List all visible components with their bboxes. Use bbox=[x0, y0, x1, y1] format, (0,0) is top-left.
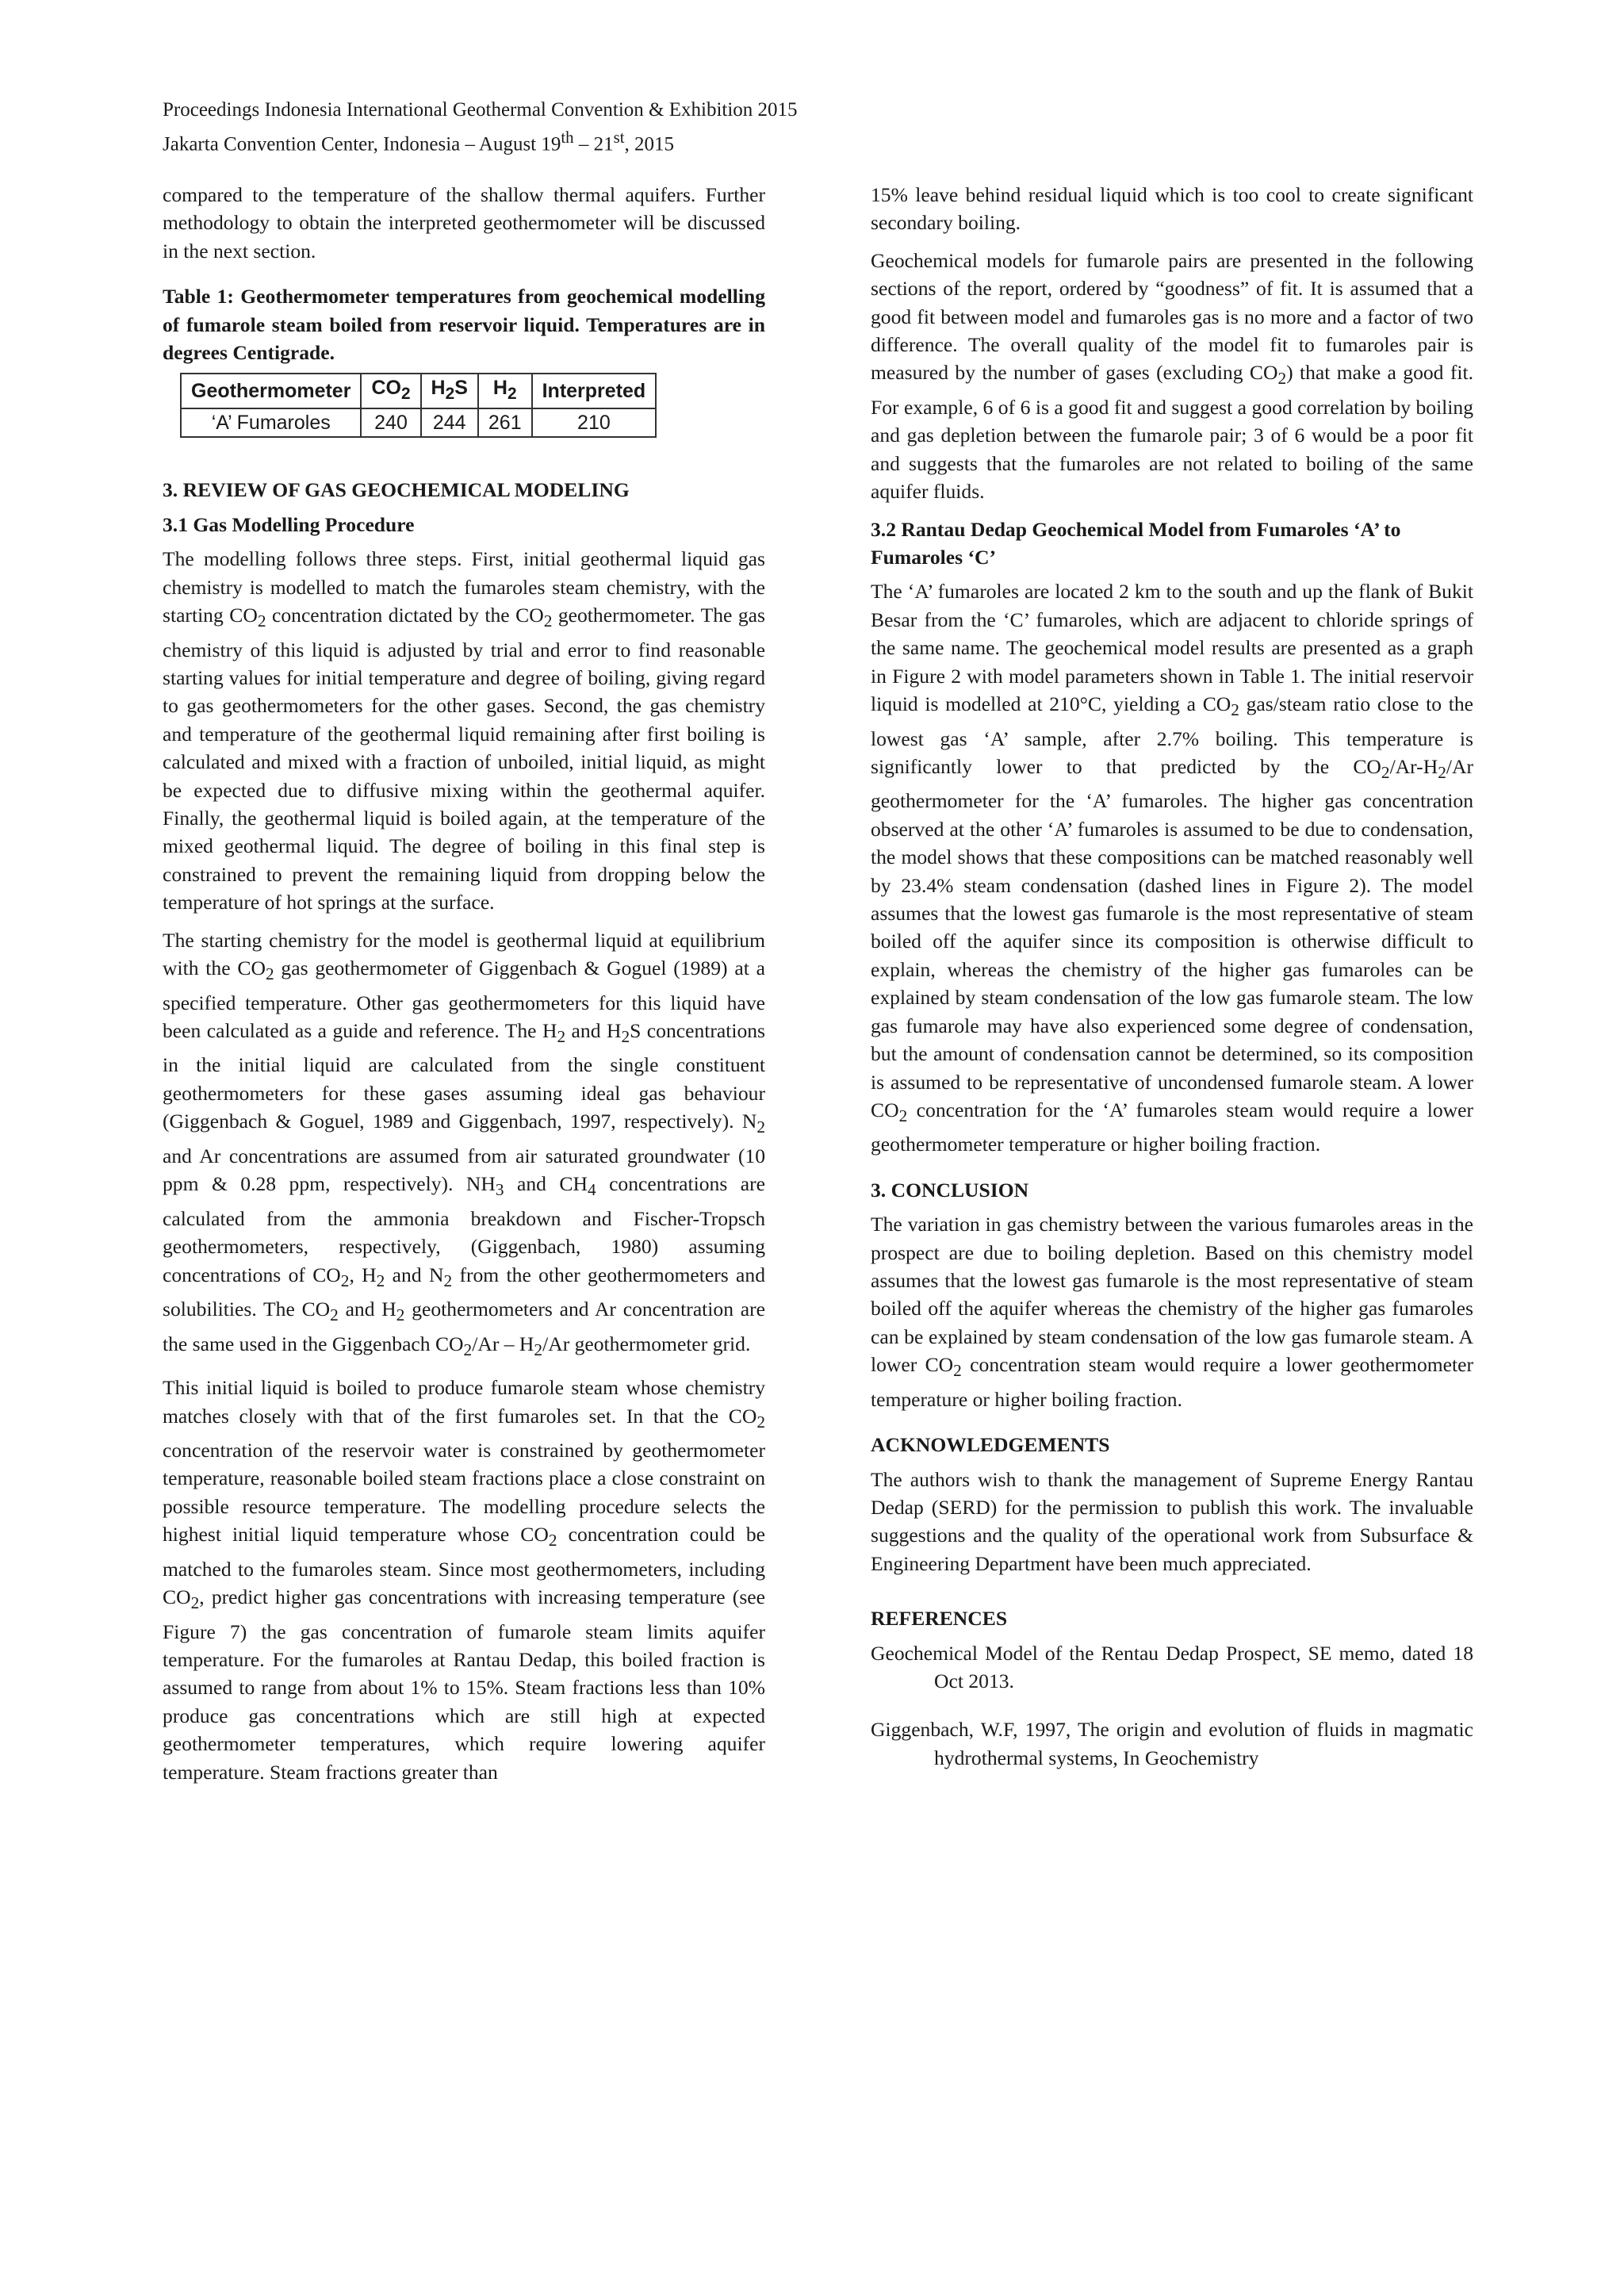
cell-co2: 240 bbox=[361, 408, 420, 437]
subsection-3-2-title: 3.2 Rantau Dedap Geochemical Model from Fumaroles ‘A’ to Fumaroles ‘C’ bbox=[871, 517, 1401, 569]
reference-item: Giggenbach, W.F, 1997, The origin and evolution of fluids in magmatic hydrothermal systems, In Geochemistry bbox=[871, 1718, 1473, 1769]
cell-h2s: 244 bbox=[421, 408, 478, 437]
procedure-paragraph-3: This initial liquid is boiled to produce fumarole steam whose chemistry matches closely with that of the first fumaroles set. In that the $CO_2$ concentration of the reservoir water is constrained by geothermometer temperature, reasonable boiled steam fractions place a close constraint on possible resource temperature. The modelling procedure selects the highest initial liquid temperature whose $CO_2$ concentration could be matched to the fumaroles steam. Since most geothermometers, including $CO_2$, predict higher gas concentrations with increasing temperature (see Figure 7) the gas concentration of fumarole steam limits aquifer temperature. For the fumaroles at Rantau Dedap, this boiled fraction is assumed to range from about 1% to 15%. Steam fractions less than 10% produce gas concentrations which are still high at expected geothermometer temperatures, which require lowering aquifer temperature. Steam fractions greater than bbox=[163, 1376, 765, 1784]
procedure-paragraph-2: The starting chemistry for the model is geothermal liquid at equilibrium with the $CO_2$ gas geothermometer of Giggenbach & Goguel (1989) at a specified temperature. Other gas geothermometers for this liquid have been calculated as a guide and reference. The $H_2$ and $H_2S$ concentrations in the initial liquid are calculated from the single constituent geothermometers for these gases assuming ideal gas behaviour (Giggenbach & Goguel, 1989 and Giggenbach, 1997, respectively). $N_2$ and Ar concentrations are assumed from air saturated groundwater (10 ppm & 0.28 ppm, respectively). $NH_3$ and $CH_4$ concentrations are calculated from the ammonia breakdown and Fischer-Tropsch geothermometers, respectively, (Giggenbach, 1980) assuming concentrations of $CO_2$, $H_2$ and $N_2$ from the other geothermometers and solubilities. The $CO_2$ and $H_2$ geothermometers and Ar concentration are the same used in the Giggenbach $CO_2/Ar - H_2/Ar$ geothermometer grid. bbox=[163, 928, 766, 1359]
model-fit-paragraph: Geochemical models for fumarole pairs are presented in the following sections of the report, ordered by “goodness” of fit. It is assumed that a good fit between model and fumaroles gas is no more and a factor of two difference. The overall quality of the model fit to fumaroles pair is measured by the number of gases (excluding $CO_2$) that make a good fit. For example, 6 of 6 is a good fit and suggest a good correlation by boiling and gas depletion between the fumarole pair; 3 of 6 would be a poor fit and suggests that the fumaroles are not related to boiling of the same aquifer fluids. bbox=[871, 248, 1473, 504]
col-geothermometer: Geothermometer bbox=[181, 374, 361, 408]
reference-item: Geochemical Model of the Rentau Dedap Prospect, SE memo, dated 18 Oct 2013. bbox=[871, 1641, 1473, 1693]
col-h2s: $H_2S$ bbox=[421, 374, 478, 408]
table-1-caption: Table 1: Geothermometer temperatures from geochemical modelling of fumarole steam boiled from reservoir liquid. Temperatures are in degrees Centigrade. bbox=[163, 285, 765, 365]
section-3-title: 3. REVIEW OF GAS GEOCHEMICAL MODELING bbox=[163, 478, 630, 502]
geothermometer-table bbox=[180, 373, 657, 438]
continuation-paragraph: 15% leave behind residual liquid which is too cool to create significant secondary boiling. bbox=[871, 183, 1473, 235]
page-header bbox=[163, 97, 798, 158]
subsection-3-1-title: 3.1 Gas Modelling Procedure bbox=[163, 512, 415, 536]
right-column bbox=[871, 181, 1473, 1792]
header-line-2: Jakarta Convention Center, Indonesia – August 19th – 21st, 2015 bbox=[163, 128, 674, 155]
cell-name: ‘A’ Fumaroles bbox=[181, 408, 361, 437]
cell-h2: 261 bbox=[478, 408, 532, 437]
acknowledgements-title: ACKNOWLEDGEMENTS bbox=[871, 1433, 1110, 1457]
procedure-paragraph-1: The modelling follows three steps. First, initial geothermal liquid gas chemistry is modelled to match the fumaroles steam chemistry, with the starting $CO_2$ concentration dictated by the $CO_2$ geothermometer. The gas chemistry of this liquid is adjusted by trial and error to find reasonable starting values for initial temperature and degree of boiling, giving regard to gas geothermometers for the other gases. Second, the gas chemistry and temperature of the geothermal liquid remaining after first boiling is calculated and mixed with a fraction of unboiled, initial liquid, as might be expected due to diffusive mixing within the geothermal aquifer. Finally, the geothermal liquid is boiled again, at the temperature of the mixed geothermal liquid. The degree of boiling in this final step is constrained to prevent the remaining liquid from dropping below the temperature of hot springs at the surface. bbox=[163, 547, 765, 914]
col-interpreted: Interpreted bbox=[532, 374, 657, 408]
acknowledgements-paragraph: The authors wish to thank the management of Supreme Energy Rantau Dedap (SERD) for the permission to publish this work. The invaluable suggestions and the quality of the operational work from Subsurface & Engineering Department have been much appreciated. bbox=[871, 1467, 1473, 1575]
col-co2: $CO_2$ bbox=[361, 374, 420, 408]
rantau-dedap-paragraph: The ‘A’ fumaroles are located 2 km to the south and up the flank of Bukit Besar from the ‘C’ fumaroles, which are adjacent to chloride springs of the same name. The geochemical model results are presented as a graph in Figure 2 with model parameters shown in Table 1. The initial reservoir liquid is modelled at 210°C, yielding a $CO_2$ gas/steam ratio close to the lowest gas ‘A’ sample, after 2.7% boiling. This temperature is significantly lower to that predicted by the $CO_2/Ar-H_2/Ar$ geothermometer for the ‘A’ fumaroles. The higher gas concentration observed at the other ‘A’ fumaroles is assumed to be due to condensation, the model shows that these compositions can be matched reasonably well by 23.4% steam condensation (dashed lines in Figure 2). The model assumes that the lowest gas fumarole is the most representative of steam boiled off the aquifer since its composition is otherwise difficult to explain, whereas the chemistry of the higher gas fumaroles can be explained by steam condensation of the low gas fumarole steam. The low gas fumarole may have also experienced some degree of condensation, but the amount of condensation cannot be determined, so its composition is assumed to be representative of uncondensed fumarole steam. A lower $CO_2$ concentration for the ‘A’ fumaroles steam would require a lower geothermometer temperature or higher boiling fraction. bbox=[871, 580, 1473, 1156]
left-column bbox=[163, 181, 765, 1796]
conclusion-title: 3. CONCLUSION bbox=[871, 1178, 1029, 1202]
conclusion-paragraph: The variation in gas chemistry between the various fumaroles areas in the prospect are due to boiling depletion. Based on this chemistry model assumes that the lowest gas fumarole is the most representative of steam boiled off the aquifer whereas the chemistry of the higher gas fumaroles can be explained by steam condensation of the low gas fumarole steam. A lower $CO_2$ concentration steam would require a lower geothermometer temperature or higher boiling fraction. bbox=[871, 1213, 1473, 1411]
cell-interpreted: 210 bbox=[532, 408, 657, 437]
table-header-row bbox=[181, 374, 656, 408]
col-h2: $H_2$ bbox=[478, 374, 532, 408]
table-row bbox=[181, 408, 656, 437]
header-line-1: Proceedings Indonesia International Geothermal Convention & Exhibition 2015 bbox=[163, 99, 798, 121]
intro-paragraph: compared to the temperature of the shallow thermal aquifers. Further methodology to obtain the interpreted geothermometer will be discussed in the next section. bbox=[163, 183, 765, 263]
references-title: REFERENCES bbox=[871, 1607, 1008, 1631]
